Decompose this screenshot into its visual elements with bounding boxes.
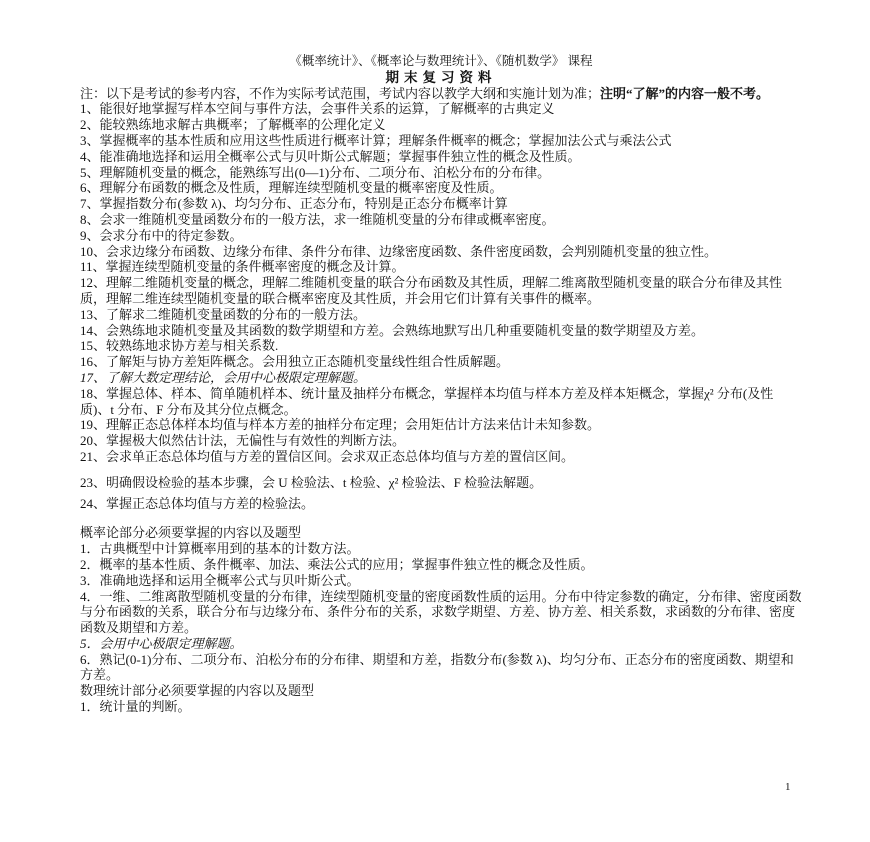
- list-item: 3．准确地选择和运用全概率公式与贝叶斯公式。: [80, 572, 360, 588]
- list-item: 9、会求分布中的待定参数。: [80, 227, 243, 243]
- list-item: 2、能较熟练地求解古典概率；了解概率的公理化定义: [80, 117, 386, 133]
- list-item: 4．一维、二维离散型随机变量的分布律，连续型随机变量的密度函数性质的运用。分布中待定参数的确定，分布律、密度函数与分布函数的关系，联合分布与边缘分布、条件分布的关系，求数学期望、方差、协方差、相关系数，求函数的分布律、密度函数及期望和方差。: [80, 588, 802, 636]
- list-item: 1．古典概型中计算概率用到的基本的计数方法。: [80, 541, 360, 557]
- list-item: 14、会熟练地求随机变量及其函数的数学期望和方差。会熟练地默写出几种重要随机变量的数学期望及方差。: [80, 322, 705, 338]
- list-item: 17、了解大数定理结论，会用中心极限定理解题。: [80, 369, 367, 385]
- list-item: 19、理解正态总体样本均值与样本方差的抽样分布定理；会用矩估计方法来估计未知参数。: [80, 417, 601, 433]
- list-item: 7、掌握指数分布(参数 λ)、均匀分布、正态分布，特别是正态分布概率计算: [80, 196, 508, 212]
- list-item: 24、掌握正态总体均值与方差的检验法。: [80, 495, 315, 511]
- list-item: 16、了解矩与协方差矩阵概念。会用独立正态随机变量线性组合性质解题。: [80, 354, 510, 370]
- list-item: 6．熟记(0-1)分布、二项分布、泊松分布的分布律、期望和方差，指数分布(参数 λ)、均匀分布、正态分布的密度函数、期望和方差。: [80, 651, 794, 683]
- list-item: 20、掌握极大似然估计法，无偏性与有效性的判断方法。: [80, 433, 406, 449]
- note-bold: 注明“了解”的内容一般不考。: [600, 85, 770, 101]
- course-title: 《概率统计》、《概率论与数理统计》、《随机数学》 课程: [289, 54, 593, 68]
- list-item: 5、理解随机变量的概念，能熟练写出(0—1)分布、二项分布、泊松分布的分布律。: [80, 164, 551, 180]
- list-item: 21、会求单正态总体均值与方差的置信区间。会求双正态总体均值与方差的置信区间。: [80, 448, 575, 464]
- list-item: 12、理解二维随机变量的概念，理解二维随机变量的联合分布函数及其性质，理解二维离散型随机变量的联合分布律及其性质，理解二维连续型随机变量的联合概率密度及其性质，并会用它们计算有关事件的概率。: [80, 275, 783, 306]
- list-item: 10、会求边缘分布函数、边缘分布律、条件分布律、边缘密度函数、条件密度函数，会判别随机变量的独立性。: [80, 243, 718, 259]
- page-heading: 期末复习资料: [385, 69, 497, 85]
- list-item: 15、较熟练地求协方差与相关系数.: [80, 338, 279, 354]
- list-item: 18、掌握总体、样本、简单随机样本、统计量及抽样分布概念，掌握样本均值与样本方差及样本矩概念，掌握χ² 分布(及性质)、t 分布、F 分布及其分位点概念。: [80, 385, 774, 417]
- note: [80, 86, 802, 102]
- section-title: 数理统计部分必须要掌握的内容以及题型: [80, 683, 315, 699]
- list-item: 1．统计量的判断。: [80, 699, 191, 715]
- list-item: 3、掌握概率的基本性质和应用这些性质进行概率计算；理解条件概率的概念；掌握加法公式与乘法公式: [80, 132, 672, 148]
- note-text: 注：以下是考试的参考内容，不作为实际考试范围，考试内容以教学大纲和实施计划为准；: [80, 85, 601, 101]
- list-item: 1、能很好地掌握写样本空间与事件方法，会事件关系的运算，了解概率的古典定义: [80, 101, 555, 117]
- list-item: 8、会求一维随机变量函数分布的一般方法，求一维随机变量的分布律或概率密度。: [80, 211, 555, 227]
- page-number: 1: [785, 781, 791, 793]
- document-page: [80, 54, 802, 715]
- list-item: 23、明确假设检验的基本步骤，会 U 检验法、t 检验、χ² 检验法、F 检验法解题。: [80, 474, 543, 490]
- list-item: 4、能准确地选择和运用全概率公式与贝叶斯公式解题；掌握事件独立性的概念及性质。: [80, 148, 581, 164]
- list-item: 2．概率的基本性质、条件概率、加法、乘法公式的应用；掌握事件独立性的概念及性质。: [80, 556, 594, 572]
- list-item: 11、掌握连续型随机变量的条件概率密度的概念及计算。: [80, 259, 405, 275]
- list-item: 6、理解分布函数的概念及性质，理解连续型随机变量的概率密度及性质。: [80, 180, 503, 196]
- list-item: 13、了解求二维随机变量函数的分布的一般方法。: [80, 306, 367, 322]
- list-item: 5．会用中心极限定理解题。: [80, 635, 243, 651]
- section-title: 概率论部分必须要掌握的内容以及题型: [80, 525, 302, 541]
